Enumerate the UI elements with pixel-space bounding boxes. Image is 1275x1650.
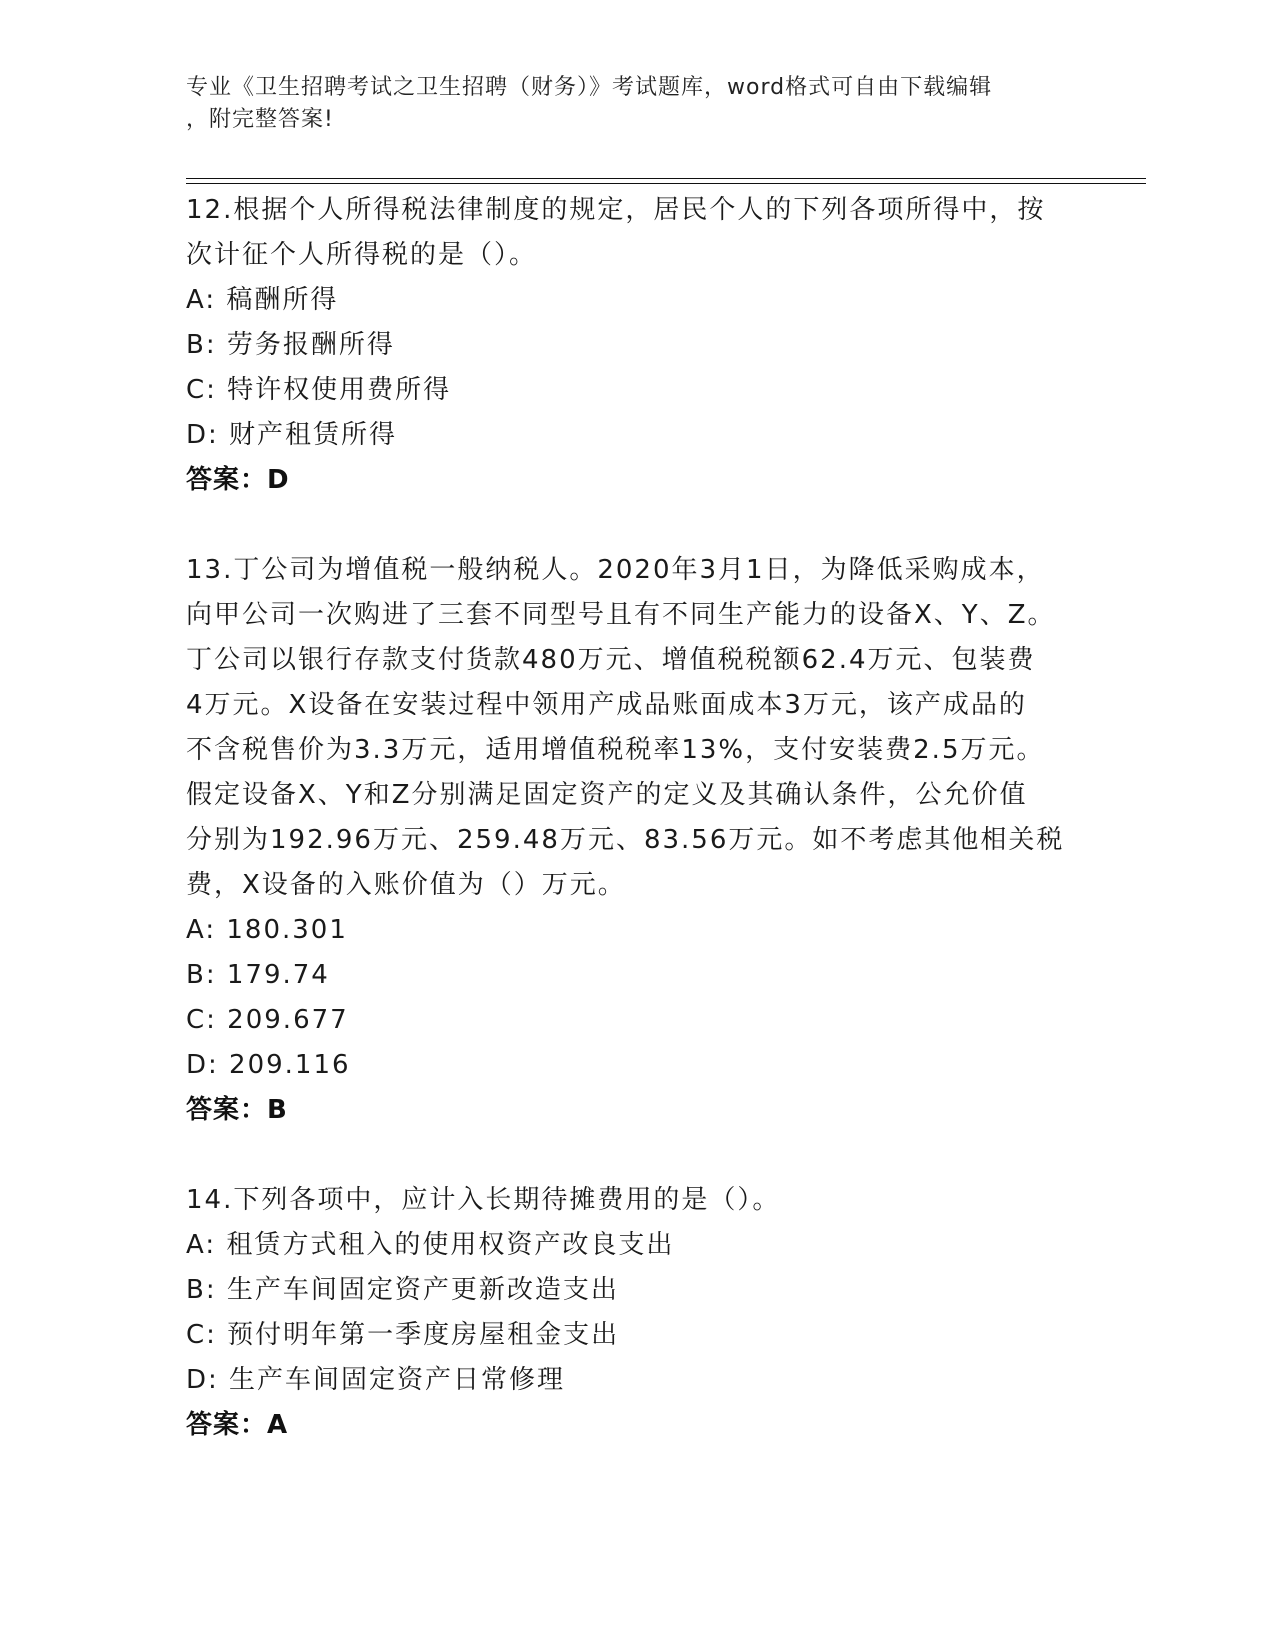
option-a: A: 180.301 bbox=[186, 915, 348, 945]
option-c: C: 209.677 bbox=[186, 1005, 349, 1035]
question-list bbox=[186, 188, 1086, 1448]
option-a: A: 稿酬所得 bbox=[186, 285, 339, 315]
header-divider bbox=[186, 178, 1146, 184]
question-text-line: 4万元。X设备在安装过程中领用产成品账面成本3万元，该产成品的 bbox=[186, 690, 1027, 720]
question-13 bbox=[186, 548, 1086, 1133]
question-text-line: 12.根据个人所得税法律制度的规定，居民个人的下列各项所得中，按 bbox=[186, 195, 1046, 225]
question-text-line: 次计征个人所得税的是（）。 bbox=[186, 240, 538, 270]
question-text-line: 费，X设备的入账价值为（）万元。 bbox=[186, 870, 626, 900]
option-a: A: 租赁方式租入的使用权资产改良支出 bbox=[186, 1230, 675, 1260]
question-text-line: 13.丁公司为增值税一般纳税人。2020年3月1日，为降低采购成本， bbox=[186, 555, 1045, 585]
question-text-line: 假定设备X、Y和Z分别满足固定资产的定义及其确认条件，公允价值 bbox=[186, 780, 1028, 810]
option-d: D: 生产车间固定资产日常修理 bbox=[186, 1365, 566, 1395]
header-line-2: ，附完整答案! bbox=[186, 107, 334, 132]
answer: 答案：B bbox=[186, 1095, 288, 1125]
page-header bbox=[186, 72, 1086, 136]
option-b: B: 劳务报酬所得 bbox=[186, 330, 395, 360]
question-text-line: 不含税售价为3.3万元，适用增值税税率13%，支付安装费2.5万元。 bbox=[186, 735, 1045, 765]
option-d: D: 财产租赁所得 bbox=[186, 420, 398, 450]
header-line-1: 专业《卫生招聘考试之卫生招聘（财务）》考试题库，word格式可自由下载编辑 bbox=[186, 75, 993, 100]
question-text-line: 14.下列各项中，应计入长期待摊费用的是（）。 bbox=[186, 1185, 781, 1215]
spacer bbox=[186, 503, 1086, 548]
question-text-line: 丁公司以银行存款支付货款480万元、增值税税额62.4万元、包装费 bbox=[186, 645, 1036, 675]
answer: 答案：D bbox=[186, 465, 290, 495]
question-12 bbox=[186, 188, 1086, 503]
option-c: C: 预付明年第一季度房屋租金支出 bbox=[186, 1320, 620, 1350]
question-text-line: 向甲公司一次购进了三套不同型号且有不同生产能力的设备X、Y、Z。 bbox=[186, 600, 1056, 630]
spacer bbox=[186, 1133, 1086, 1178]
question-text-line: 分别为192.96万元、259.48万元、83.56万元。如不考虑其他相关税 bbox=[186, 825, 1065, 855]
option-c: C: 特许权使用费所得 bbox=[186, 375, 452, 405]
option-d: D: 209.116 bbox=[186, 1050, 351, 1080]
question-14 bbox=[186, 1178, 1086, 1448]
option-b: B: 179.74 bbox=[186, 960, 330, 990]
answer: 答案：A bbox=[186, 1410, 289, 1440]
option-b: B: 生产车间固定资产更新改造支出 bbox=[186, 1275, 619, 1305]
